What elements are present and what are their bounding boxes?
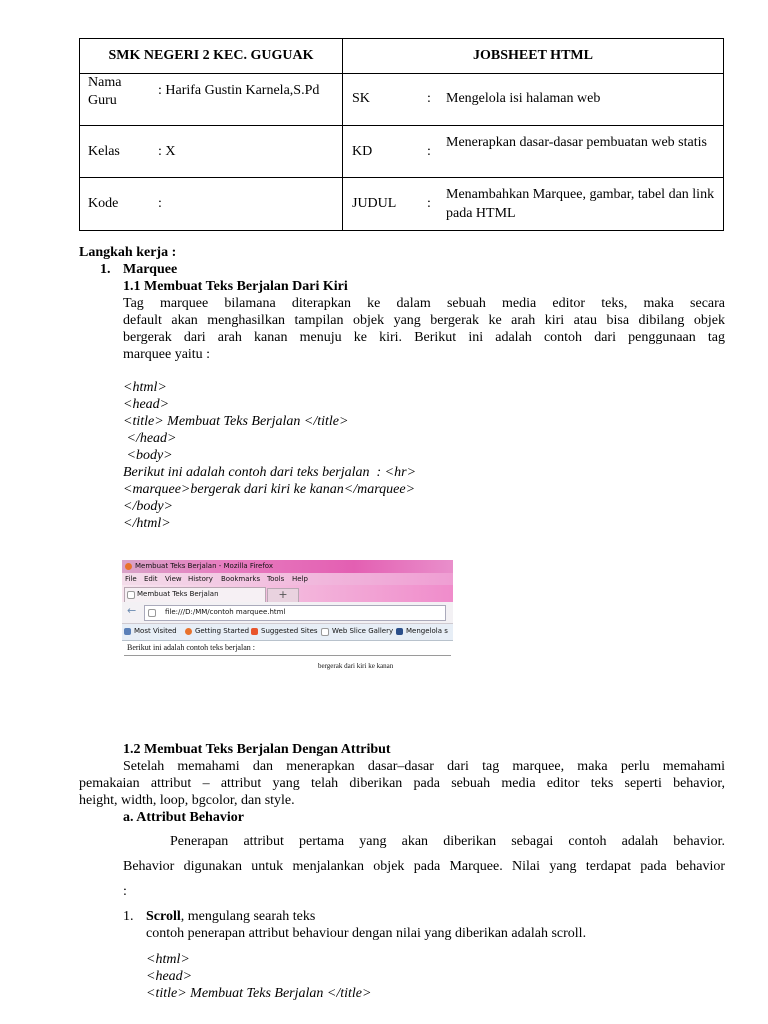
- para3-line2: Behavior digunakan untuk menjalankan objek pada Marquee. Nilai yang terdapat pada behavior: [123, 859, 725, 874]
- value-kelas: : X: [158, 144, 176, 159]
- para3-line3: :: [123, 884, 127, 899]
- list1-number: 1.: [123, 909, 134, 924]
- new-tab-button[interactable]: +: [267, 588, 299, 602]
- item1-marquee-heading: Marquee: [123, 262, 178, 277]
- code1-line1: <html>: [123, 380, 167, 395]
- most-visited-icon: [124, 628, 131, 635]
- row-judul-right: [343, 178, 724, 231]
- browser-tabbar: [122, 585, 453, 602]
- code1-line7: <marquee>bergerak dari kiri ke kanan</marquee>: [123, 482, 416, 497]
- value-kode: :: [158, 196, 162, 211]
- bookmark-web-slice-gallery[interactable]: Web Slice Gallery: [332, 627, 394, 635]
- page-text: Berikut ini adalah contoh teks berjalan :: [127, 643, 255, 652]
- url-text: file:///D:/MM/contoh marquee.html: [165, 608, 286, 616]
- url-bar[interactable]: [144, 605, 446, 621]
- browser-title: Membuat Teks Berjalan - Mozilla Firefox: [135, 562, 274, 570]
- colon-kd: :: [427, 144, 431, 159]
- menu-bookmarks[interactable]: Bookmarks: [221, 575, 261, 583]
- marquee-text: bergerak dari kiri ke kanan: [318, 662, 394, 670]
- code1-line2: <head>: [123, 397, 170, 412]
- value-sk: Mengelola isi halaman web: [446, 91, 601, 106]
- code1-line3: <title> Membuat Teks Berjalan </title>: [123, 414, 349, 429]
- firefox-icon: [185, 628, 192, 635]
- colon-judul: :: [427, 196, 431, 211]
- page-hr-divider: [124, 655, 451, 656]
- label-nama-guru: Nama Guru: [88, 75, 122, 108]
- code1-line9: </html>: [123, 516, 171, 531]
- browser-menubar: [122, 573, 453, 585]
- suggested-sites-icon: [251, 628, 258, 635]
- item1-number: 1.: [100, 262, 111, 277]
- menu-file[interactable]: File: [125, 575, 137, 583]
- langkah-kerja-heading: Langkah kerja :: [79, 245, 177, 260]
- row-kode-left: [80, 178, 343, 231]
- label-kd: KD: [352, 144, 373, 159]
- page-icon: [127, 591, 135, 599]
- te-icon: [396, 628, 403, 635]
- browser-page-content: [122, 641, 453, 672]
- bookmark-suggested-sites[interactable]: Suggested Sites: [261, 627, 318, 635]
- code1-line8: </body>: [123, 499, 173, 514]
- para1-line4: marquee yaitu :: [123, 347, 211, 362]
- label-kelas: Kelas: [88, 144, 120, 159]
- jobsheet-title: JOBSHEET HTML: [343, 39, 724, 74]
- value-nama-guru: : Harifa Gustin Karnela,S.Pd: [158, 83, 320, 98]
- bookmark-getting-started[interactable]: Getting Started: [195, 627, 250, 635]
- subsection-1-1-heading: 1.1 Membuat Teks Berjalan Dari Kiri: [123, 279, 348, 294]
- list1-scroll-desc: , mengulang searah teks: [180, 909, 316, 924]
- row-sk-right: [343, 74, 724, 126]
- tab-title: Membuat Teks Berjalan: [137, 590, 219, 598]
- list1-scroll-term: Scroll: [146, 909, 181, 924]
- browser-tab[interactable]: [124, 587, 266, 602]
- label-judul: JUDUL: [352, 196, 397, 211]
- attribut-behavior-heading: a. Attribut Behavior: [123, 810, 244, 825]
- jobsheet-header-table: [79, 38, 724, 231]
- bookmark-mengelola[interactable]: Mengelola s: [406, 627, 448, 635]
- code1-line5: <body>: [123, 448, 173, 463]
- web-slice-icon: [321, 628, 329, 636]
- school-name: SMK NEGERI 2 KEC. GUGUAK: [80, 39, 343, 74]
- list1-item: [146, 908, 315, 925]
- subsection-1-2-heading: 1.2 Membuat Teks Berjalan Dengan Attribut: [123, 742, 391, 757]
- code2-line3: <title> Membuat Teks Berjalan </title>: [146, 986, 372, 1001]
- para2-line3: height, width, loop, bgcolor, dan style.: [79, 793, 295, 808]
- value-kd: Menerapkan dasar-dasar pembuatan web statis: [446, 135, 707, 150]
- browser-titlebar: [122, 560, 453, 573]
- row-kd-right: [343, 126, 724, 178]
- list1-example-text: contoh penerapan attribut behaviour dengan nilai yang diberikan adalah scroll.: [146, 926, 587, 941]
- row-kelas-left: [80, 126, 343, 178]
- label-sk: SK: [352, 91, 370, 106]
- browser-screenshot-figure: [122, 560, 453, 672]
- label-kode: Kode: [88, 196, 119, 211]
- menu-history[interactable]: History: [188, 575, 213, 583]
- code1-line4: </head>: [123, 431, 177, 446]
- para1-line2: default akan menghasilkan tampilan objek yang bergerak ke arah kiri atau bisa dibilang objek: [123, 313, 725, 328]
- code2-line2: <head>: [146, 969, 193, 984]
- para3-line1: Penerapan attribut pertama yang akan diberikan sebagai contoh adalah behavior.: [170, 834, 725, 849]
- bookmarks-toolbar: [122, 624, 453, 641]
- page-icon: [148, 609, 156, 617]
- menu-tools[interactable]: Tools: [267, 575, 285, 583]
- code1-line6: Berikut ini adalah contoh dari teks berjalan : <hr>: [123, 465, 417, 480]
- para1-line1: Tag marquee bilamana diterapkan ke dalam sebuah media editor teks, maka secara: [123, 296, 725, 311]
- code2-line1: <html>: [146, 952, 190, 967]
- para2-line2: pemakaian attribut – attribut yang telah diberikan pada sebuah media editor teks seperti behavior,: [79, 776, 725, 791]
- back-arrow-icon[interactable]: ←: [127, 604, 137, 617]
- browser-navbar: [122, 602, 453, 624]
- firefox-icon: [125, 563, 132, 570]
- bookmark-most-visited[interactable]: Most Visited: [134, 627, 177, 635]
- colon-sk: :: [427, 91, 431, 106]
- value-judul: Menambahkan Marquee, gambar, tabel dan link pada HTML: [446, 187, 715, 221]
- para1-line3: bergerak dari arah kanan menuju ke kiri. Berikut ini adalah contoh dari penggunaan tag: [123, 330, 725, 345]
- row-guru-left: [80, 74, 343, 126]
- menu-view[interactable]: View: [165, 575, 182, 583]
- menu-help[interactable]: Help: [292, 575, 308, 583]
- para2-line1: Setelah memahami dan menerapkan dasar–dasar dari tag marquee, maka perlu memahami: [123, 759, 725, 774]
- menu-edit[interactable]: Edit: [144, 575, 158, 583]
